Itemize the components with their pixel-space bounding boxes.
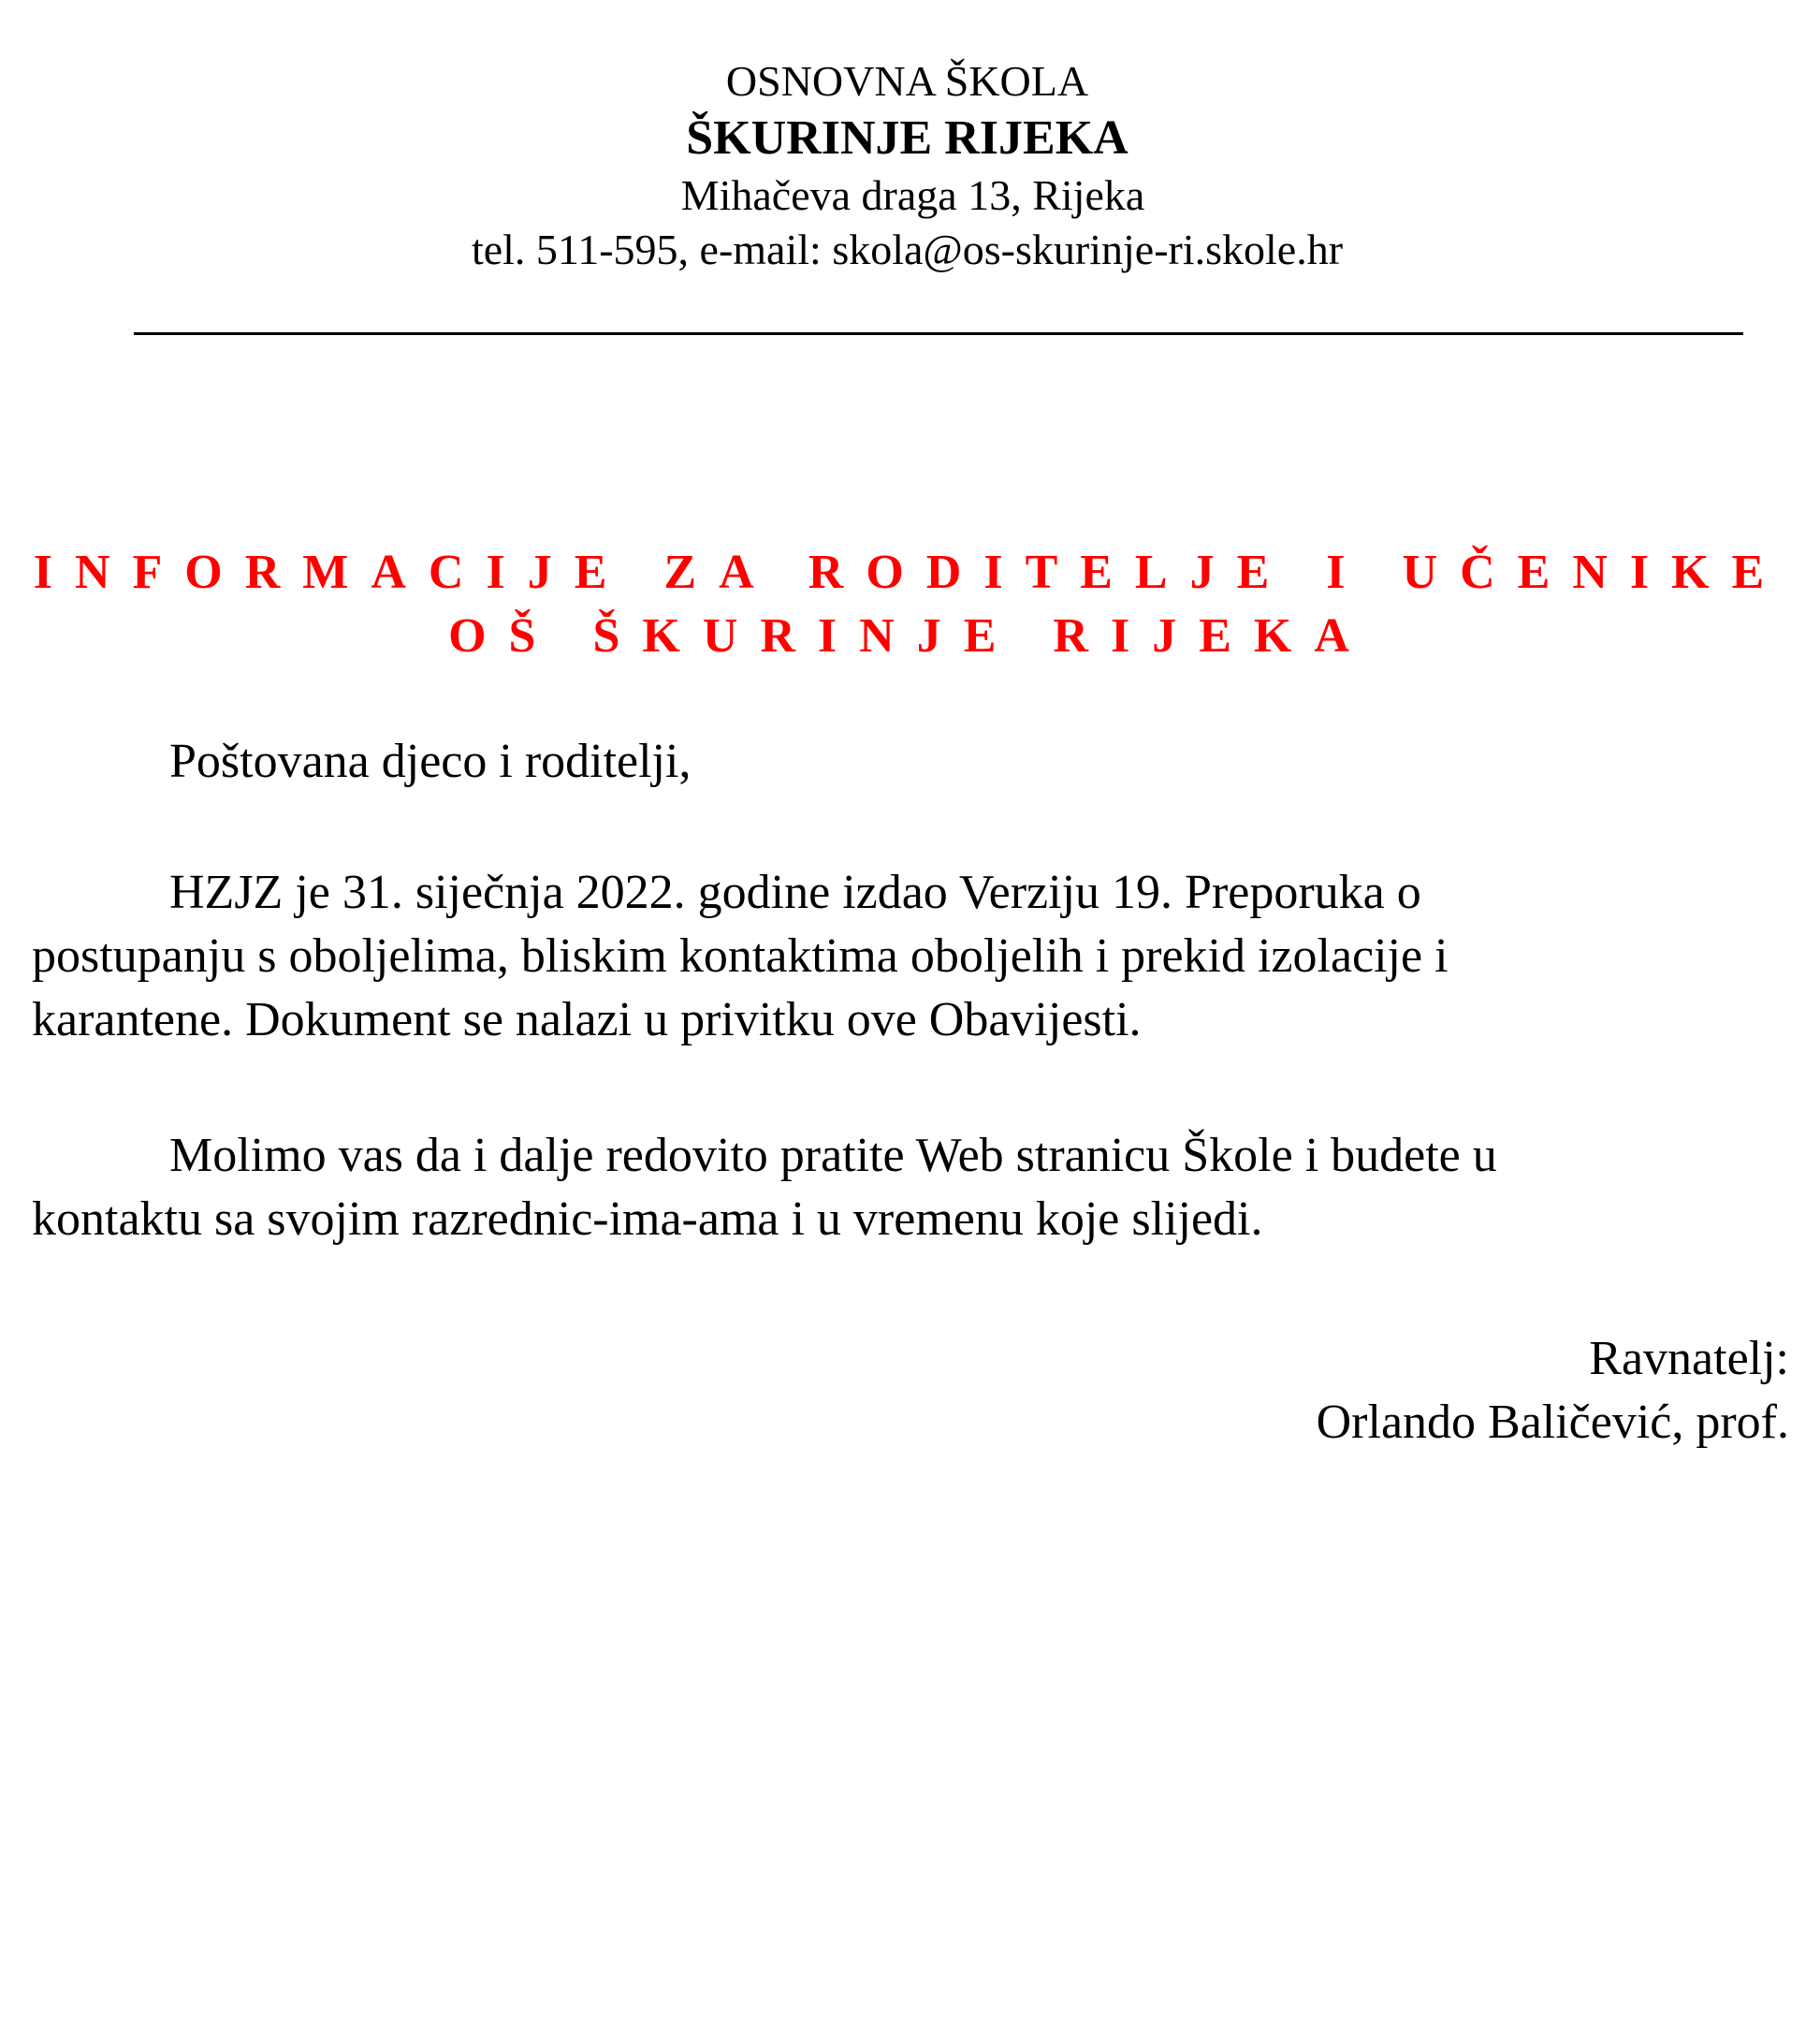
headline-line-2: OŠ ŠKURINJE RIJEKA: [448, 609, 1372, 663]
school-type: OSNOVNA ŠKOLA: [725, 57, 1089, 105]
school-contact: tel. 511-595, e-mail: skola@os-skurinje-ri.skole.hr: [471, 226, 1344, 273]
paragraph-2: [32, 1124, 1497, 1251]
school-name: ŠKURINJE RIJEKA: [686, 111, 1128, 165]
signature-name: Orlando Baličević, prof.: [1316, 1396, 1789, 1449]
letterhead: [0, 54, 1820, 277]
paragraph-1: [32, 861, 1449, 1052]
letterhead-divider: [134, 332, 1743, 335]
signature-title: Ravnatelj:: [1589, 1332, 1789, 1385]
paragraph-1-line: HZJZ je 31. siječnja 2022. godine izdao Verziju 19. Preporuka o: [169, 866, 1421, 919]
salutation: Poštovana djeco i roditelji,: [169, 735, 692, 788]
signature-block: [1317, 1327, 1789, 1454]
paragraph-1-line: karantene. Dokument se nalazi u privitku ove Obavijesti.: [32, 993, 1142, 1046]
headline-line-1: INFORMACIJE ZA RODITELJE I UČENIKE: [33, 546, 1787, 599]
paragraph-2-line: Molimo vas da i dalje redovito pratite Web stranicu Škole i budete u: [169, 1129, 1497, 1182]
paragraph-2-line: kontaktu sa svojim razrednic-ima-ama i u vremenu koje slijedi.: [32, 1192, 1263, 1246]
paragraph-1-line: postupanju s oboljelima, bliskim kontaktima oboljelih i prekid izolacije i: [32, 929, 1449, 983]
document-headline: [0, 541, 1820, 668]
school-address: Mihačeva draga 13, Rijeka: [680, 171, 1145, 219]
